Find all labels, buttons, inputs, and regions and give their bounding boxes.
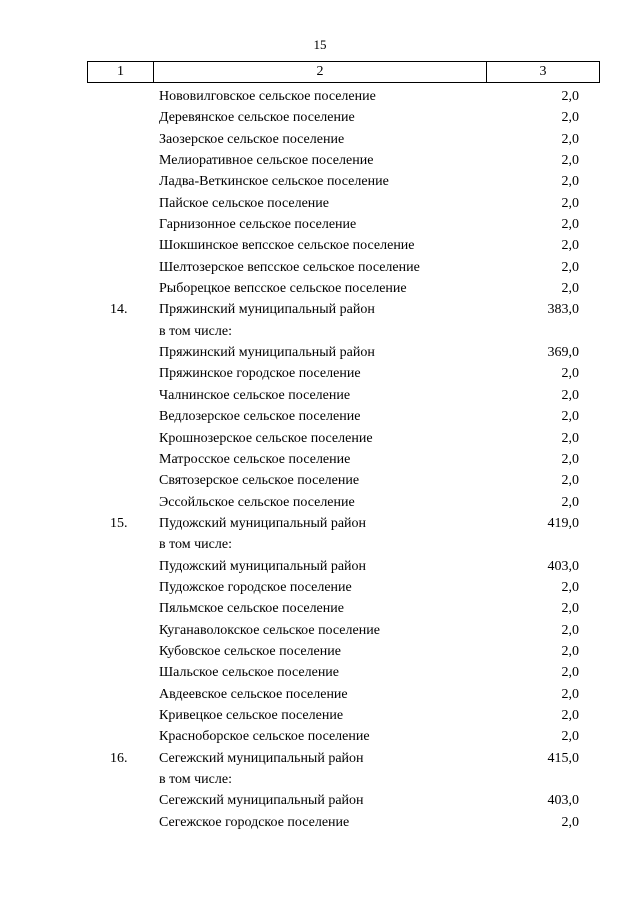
table-row [0,769,640,790]
row-name: Пяльмское сельское поселение [159,601,344,617]
page-number: 15 [313,37,327,52]
table-row [0,235,640,256]
table-row [0,406,640,427]
table-row [0,385,640,406]
row-value: 2,0 [561,579,579,595]
row-value: 383,0 [547,302,579,318]
row-value: 2,0 [561,729,579,745]
table-row [0,534,640,555]
table-row [0,171,640,192]
table-row [0,705,640,726]
table-row [0,428,640,449]
row-name: Шокшинское вепсское сельское поселение [159,238,415,254]
table-row [0,129,640,150]
table-row [0,812,640,833]
row-value: 2,0 [561,131,579,147]
row-value: 2,0 [561,281,579,297]
row-name: Кривецкое сельское поселение [159,707,344,723]
row-value: 403,0 [547,558,579,574]
row-name: в том числе: [159,537,232,553]
table-row [0,342,640,363]
table-row [0,726,640,747]
row-name: Мелиоративное сельское поселение [159,153,374,169]
row-value: 2,0 [561,473,579,489]
table-row [0,748,640,769]
row-value: 2,0 [561,153,579,169]
row-name: Шальское сельское поселение [159,665,340,681]
header-col-3: 3 [539,64,547,79]
row-value: 2,0 [561,217,579,233]
table-row [0,513,640,534]
row-value: 2,0 [561,451,579,467]
table-row [0,662,640,683]
table-row [0,492,640,513]
row-value: 2,0 [561,366,579,382]
table-row [0,299,640,320]
row-number: 15. [110,515,128,531]
row-name: Пряжинский муниципальный район [159,345,375,361]
table-row [0,641,640,662]
row-name: Святозерское сельское поселение [159,473,360,489]
row-name: Сегежский муниципальный район [159,793,364,809]
row-value: 415,0 [547,750,579,766]
row-name: Куганаволокское сельское поселение [159,622,380,638]
row-name: Пудожский муниципальный район [159,515,367,531]
row-value: 419,0 [547,515,579,531]
table-body [0,86,640,833]
row-name: Матросское сельское поселение [159,451,351,467]
row-value: 2,0 [561,494,579,510]
row-name: Кубовское сельское поселение [159,643,341,659]
row-value: 2,0 [561,707,579,723]
table-row [0,620,640,641]
table-row [0,321,640,342]
row-value: 2,0 [561,430,579,446]
table-row [0,684,640,705]
row-name: Гарнизонное сельское поселение [159,217,357,233]
row-value: 2,0 [561,643,579,659]
row-name: Ведлозерское сельское поселение [159,409,361,425]
table-row [0,577,640,598]
row-name: Чалнинское сельское поселение [159,387,351,403]
header-col-1: 1 [88,62,154,82]
table-row [0,278,640,299]
row-name: Шелтозерское вепсское сельское поселение [159,259,420,275]
table-row [0,363,640,384]
table-row [0,257,640,278]
row-name: Заозерское сельское поселение [159,131,345,147]
row-number: 14. [110,302,128,318]
row-value: 2,0 [561,387,579,403]
row-value: 369,0 [547,345,579,361]
row-value: 2,0 [561,89,579,104]
row-name: Рыборецкое вепсское сельское поселение [159,281,407,297]
row-value: 2,0 [561,195,579,211]
row-value: 403,0 [547,793,579,809]
row-name: в том числе: [159,772,232,787]
row-value: 2,0 [561,686,579,702]
row-name: Крошнозерское сельское поселение [159,430,373,446]
row-value: 2,0 [561,814,579,830]
table-header [87,61,600,83]
row-name: Деревянское сельское поселение [159,110,355,126]
table-row [0,214,640,235]
row-name: Сегежский муниципальный район [159,750,364,766]
row-value: 2,0 [561,665,579,681]
row-number: 16. [110,750,128,766]
row-name: Пряжинский муниципальный район [159,302,375,318]
table-row [0,193,640,214]
row-value: 2,0 [561,174,579,190]
row-value: 2,0 [561,110,579,126]
row-name: в том числе: [159,323,232,339]
row-name: Нововилговское сельское поселение [159,89,376,104]
header-col-2: 2 [154,62,487,82]
row-name: Пудожский муниципальный район [159,558,367,574]
table-row [0,556,640,577]
table-row [0,150,640,171]
row-value: 2,0 [561,238,579,254]
row-value: 2,0 [561,622,579,638]
row-name: Сегежское городское поселение [159,814,350,830]
table-row [0,470,640,491]
table-row [0,790,640,811]
row-name: Пряжинское городское поселение [159,366,361,382]
row-value: 2,0 [561,601,579,617]
row-name: Авдеевское сельское поселение [159,686,348,702]
row-value: 2,0 [561,259,579,275]
table-row [0,449,640,470]
row-name: Пайское сельское поселение [159,195,330,211]
row-name: Ладва-Веткинское сельское поселение [159,174,389,190]
table-row [0,107,640,128]
row-value: 2,0 [561,409,579,425]
row-name: Пудожское городское поселение [159,579,352,595]
row-name: Эссойльское сельское поселение [159,494,355,510]
row-name: Красноборское сельское поселение [159,729,370,745]
table-row [0,598,640,619]
table-row [0,86,640,107]
